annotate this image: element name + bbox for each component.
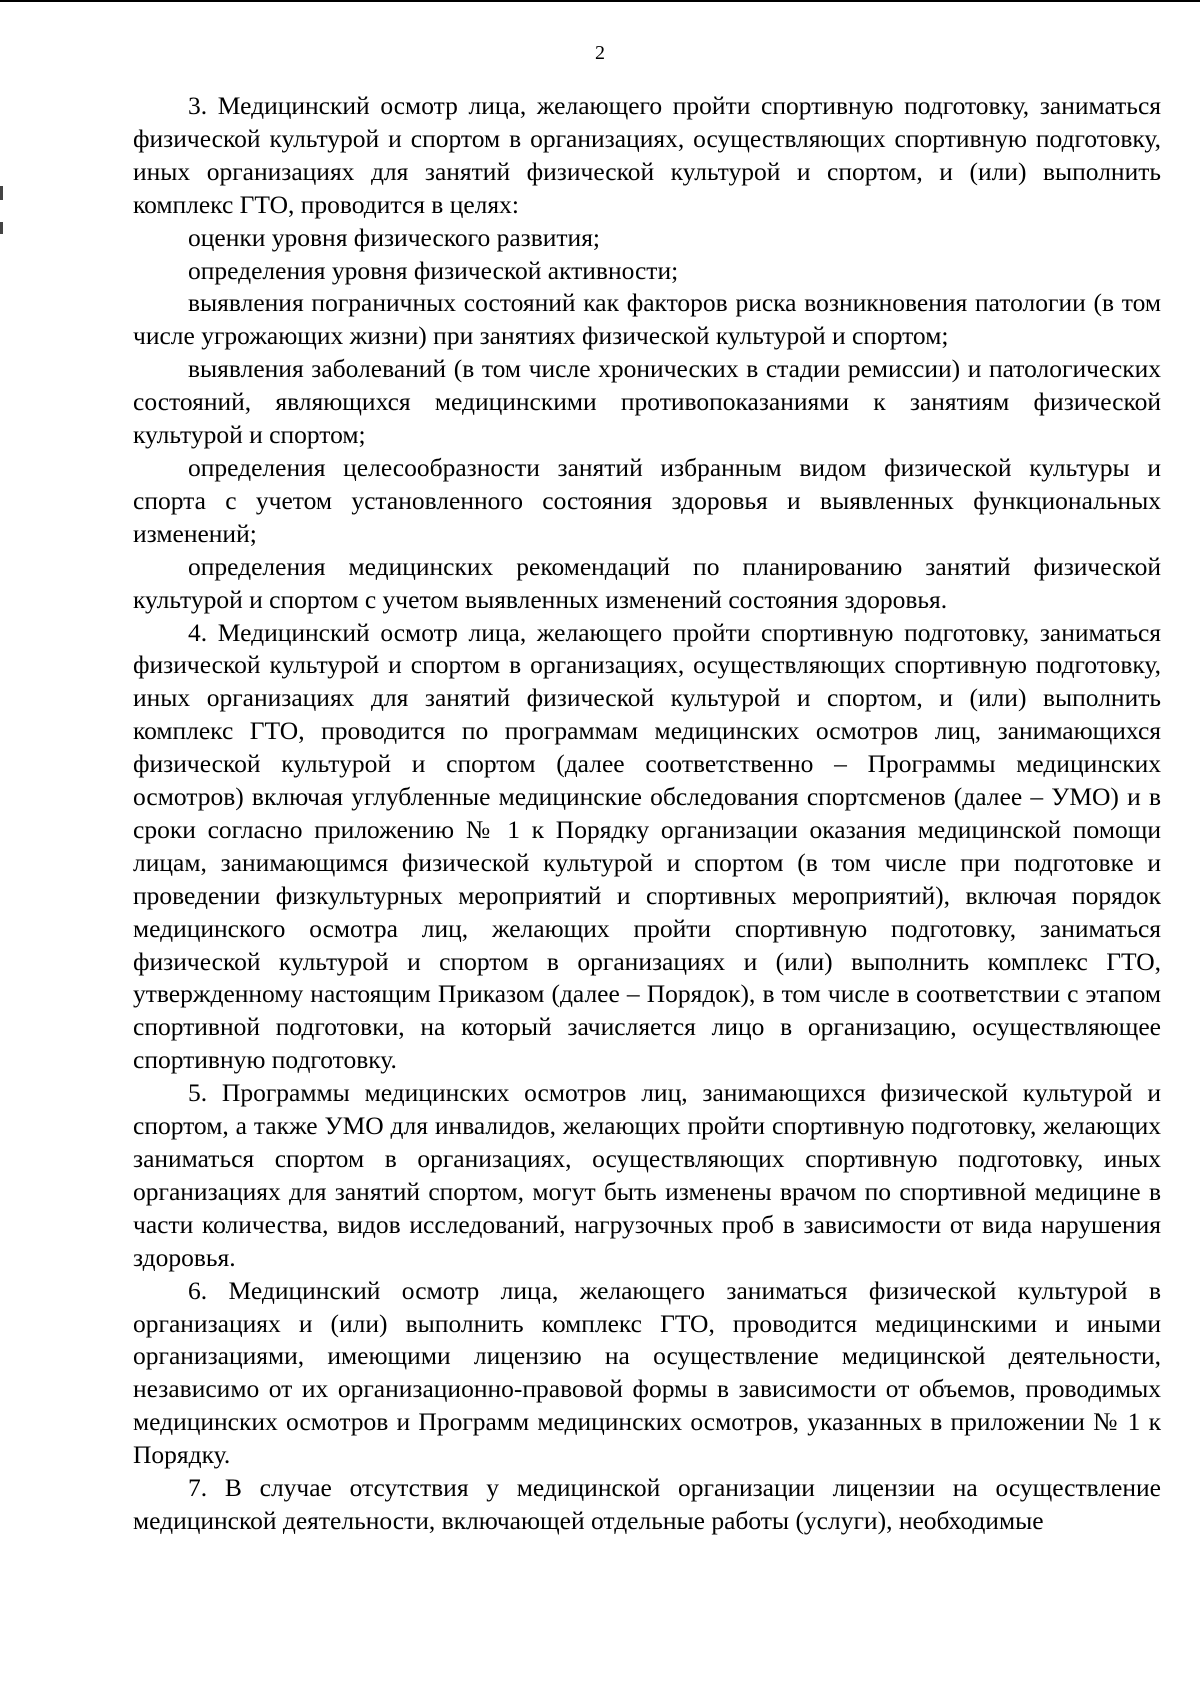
top-border-line	[0, 0, 1200, 2]
paragraph-item-5: 5. Программы медицинских осмотров лиц, занимающихся физической культурой и спортом, а также УМО для инвалидов, желающих пройти спортивную подготовку, желающих заниматься спортом в организациях, осуществляющих спортивную подготовку, иных организациях для занятий спортом, могут быть изменены врачом по спортивной медицине в части количества, видов исследований, нагрузочных проб в зависимости от вида нарушения здоровья.	[133, 1078, 1161, 1272]
scan-edge-mark	[0, 186, 3, 200]
scan-edge-mark	[0, 222, 3, 234]
paragraph-item-6: 6. Медицинский осмотр лица, желающего заниматься физической культурой в организациях и (или) выполнить комплекс ГТО, проводится медицинскими и иными организациями, имеющими лицензию на осуществление медицинской деятельности, независимо от их организационно-правовой формы в зависимости от объемов, проводимых медицинских осмотров и Программ медицинских осмотров, указанных в приложении № 1 к Порядку.	[133, 1275, 1161, 1470]
paragraph-item-3: 3. Медицинский осмотр лица, желающего пройти спортивную подготовку, заниматься физической культурой и спортом в организациях, осуществляющих спортивную подготовку, иных организациях для занятий физической культурой и спортом, и (или) выполнить комплекс ГТО, проводится в целях:	[133, 91, 1161, 219]
paragraph-purpose-3: выявления пограничных состояний как факторов риска возникновения патологии (в том числе угрожающих жизни) при занятиях физической культурой и спортом;	[133, 288, 1161, 351]
page-number: 2	[595, 42, 605, 64]
paragraph-purpose-5: определения целесообразности занятий избранным видом физической культуры и спорта с учетом установленного состояния здоровья и выявленных функциональных изменений;	[133, 452, 1161, 548]
paragraph-item-7: 7. В случае отсутствия у медицинской организации лицензии на осуществление медицинской деятельности, включающей отдельные работы (услуги), необходимые	[133, 1473, 1161, 1535]
paragraph-purpose-6: определения медицинских рекомендаций по планированию занятий физической культурой и спортом с учетом выявленных изменений состояния здоровья.	[133, 551, 1161, 614]
paragraph-purpose-2: определения уровня физической активности;	[188, 255, 679, 285]
document-body	[133, 90, 1161, 1538]
paragraph-item-4: 4. Медицинский осмотр лица, желающего пройти спортивную подготовку, заниматься физической культурой и спортом в организациях, осуществляющих спортивную подготовку, иных организациях для занятий физической культурой и спортом, и (или) выполнить комплекс ГТО, проводится по программам медицинских осмотров лиц, занимающихся физической культурой и спортом (далее соответственно – Программы медицинских осмотров) включая углубленные медицинские обследования спортсменов (далее – УМО) и в сроки согласно приложению № 1 к Порядку организации оказания медицинской помощи лицам, занимающимся физической культурой и спортом (в том числе при подготовке и проведении физкультурных мероприятий и спортивных мероприятий), включая порядок медицинского осмотра лиц, желающих пройти спортивную подготовку, заниматься физической культурой и спортом в организациях и (или) выполнить комплекс ГТО, утвержденному настоящим Приказом (далее – Порядок), в том числе в соответствии с этапом спортивной подготовки, на который зачисляется лицо в организацию, осуществляющее спортивную подготовку.	[133, 617, 1161, 1075]
paragraph-purpose-1: оценки уровня физического развития;	[188, 222, 601, 252]
paragraph-purpose-4: выявления заболеваний (в том числе хронических в стадии ремиссии) и патологических состояний, являющихся медицинскими противопоказаниями к занятиям физической культурой и спортом;	[133, 354, 1161, 450]
